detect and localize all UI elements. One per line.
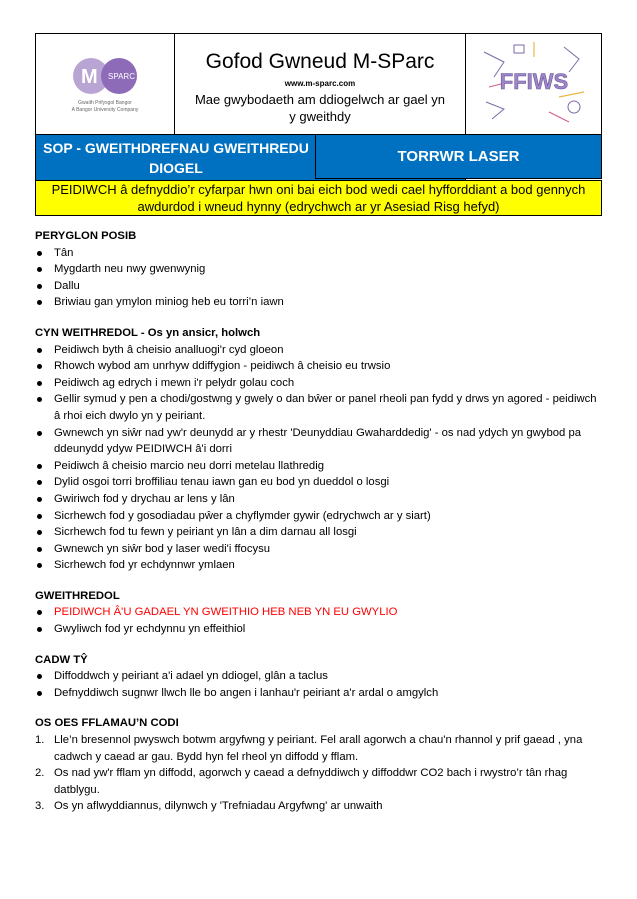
page-title: Gofod Gwneud M-SParc [205,49,435,73]
sop-machine-name [315,134,602,179]
logo-cell [36,34,175,135]
list-item [35,732,605,765]
item-text: Lle’n bresennol pwyswch botwm argyfwng y peiriant. Fel arall agorwch a chau'n rhannol y prif gaead , yna cadwch y caead ar gau. Bydd hyn fel rheol yn diffodd y fflam. [54,734,583,763]
list-item: Sicrhewch fod yr echdynnwr ymlaen [35,557,605,574]
logo-caption-1: Gwaith Prifysgol Bangor [78,99,132,106]
title-cell [174,34,465,135]
pre-operation-title: CYN WEITHREDOL - Os yn ansicr, holwch [35,326,261,339]
warning-text: PEIDIWCH â defnyddio’r cyfarpar hwn oni bai eich bod wedi cael hyfforddiant a bod gennych awdurdod i wneud hynny (edrychwch ar yr Asesiad Risg hefyd) [51,182,586,214]
list-item: Dallu [35,278,605,295]
list-item: Sicrhewch fod y gosodiadau pŵer a chyflymder gywir (edrychwch ar y siart) [35,508,605,525]
list-item: Rhowch wybod am unrhyw ddiffygion - peidiwch â cheisio eu trwsio [35,358,605,375]
list-item: Diffoddwch y peiriant a'i adael yn ddiogel, glân a taclus [35,668,605,685]
list-item: Sicrhewch fod tu fewn y peiriant yn lân a dim darnau all losgi [35,524,605,541]
item-text: Os yn aflwyddiannus, dilynwch y 'Trefniadau Argyfwng' ar unwaith [54,800,383,813]
item-number: 2. [35,767,45,780]
item-number: 3. [35,800,45,813]
flames-title: OS OES FFLAMAU’N CODI [35,717,179,730]
ffiws-text: FFIWS [499,68,568,94]
flames-list [35,732,605,815]
list-item: Mygdarth neu nwy gwenwynig [35,261,605,278]
housekeeping-list [35,668,605,701]
list-item: Gellir symud y pen a chodi/gostwng y gwely o dan bŵer or panel rheoli pan fydd y drws yn agored - peidiwch â rhoi eich dwylo yn y peiriant. [35,391,605,424]
list-item: Gwiriwch fod y drychau ar lens y lân [35,491,605,508]
list-item: Briwiau gan ymylon miniog heb eu torri’n iawn [35,294,605,311]
list-item [35,798,605,815]
ffiws-cell [466,34,602,135]
item-number: 1. [35,734,45,747]
sop-title-text: SOP - GWEITHDREFNAU GWEITHREDU DIOGEL [43,139,309,176]
hazards-title: PERYGLON POSIB [35,230,137,242]
list-item: Gwnewch yn siŵr nad yw'r deunydd ar y rhestr 'Deunyddiau Gwaharddedig' - os nad ydych yn gwybod pa ddeunydd ydyw PEIDIWCH â'i dorri [35,425,605,458]
list-item: Gwnewch yn siŵr bod y laser wedi'i ffocysu [35,541,605,558]
operation-list [35,604,605,637]
content [35,228,605,815]
list-item: Peidiwch â cheisio marcio neu dorri metelau llathredig [35,458,605,475]
list-item: Peidiwch byth â cheisio analluogi'r cyd gloeon [35,342,605,359]
page-subtitle: Mae gwybodaeth am ddiogelwch ar gael yn y gweithdy [194,91,446,124]
item-text: Os nad yw'r fflam yn diffodd, agorwch y caead a defnyddiwch y diffoddwr CO2 bach i rwystro’r tân rhag datblygu. [54,767,568,796]
svg-text:M: M [80,65,98,88]
list-item: Gwyliwch fod yr echdynnu yn effeithiol [35,621,605,638]
list-item-warning: PEIDIWCH Â'U GADAEL YN GWEITHIO HEB NEB YN EU GWYLIO [35,604,605,621]
m-sparc-logo [45,42,165,122]
housekeeping-title: CADW TŶ [35,653,88,666]
logo-caption-2: A Bangor University Company [71,106,139,113]
logo-sparc-text: SPARC [107,71,135,81]
pre-operation-list [35,342,605,574]
operation-title: GWEITHREDOL [35,589,120,602]
warning-banner [36,181,602,216]
list-item: Defnyddiwch sugnwr llwch lle bo angen i lanhau'r peiriant a'r ardal o amgylch [35,685,605,702]
list-item [35,765,605,798]
header-table [35,33,602,216]
website-url: www.m-sparc.com [284,78,356,88]
list-item: Dylid osgoi torri broffiliau tenau iawn gan eu bod yn dueddol o losgi [35,474,605,491]
list-item: Tân [35,245,605,262]
sop-machine-label: TORRWR LASER [397,148,520,165]
list-item: Peidiwch ag edrych i mewn i'r pelydr golau coch [35,375,605,392]
hazards-list [35,245,605,311]
ffiws-logo [474,37,594,127]
